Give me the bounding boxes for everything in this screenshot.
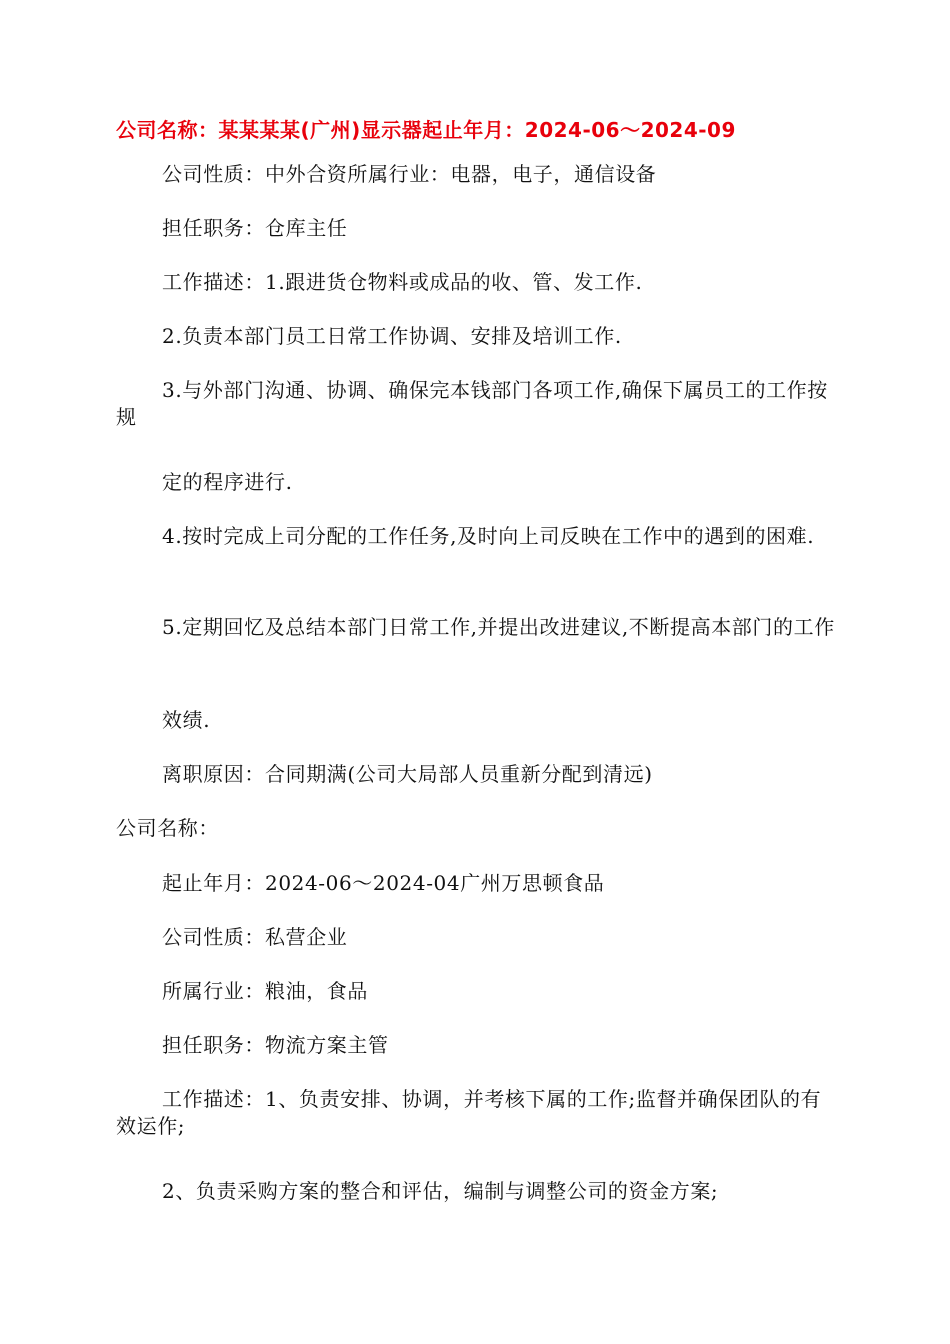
duty-3-paragraph: 3.与外部门沟通、协调、确保完本钱部门各项工作,确保下属员工的工作按规 (116, 378, 828, 429)
position-line: 担任职务：仓库主任 (162, 216, 348, 240)
duty-4-paragraph: 4.按时完成上司分配的工作任务,及时向上司反映在工作中的遇到的困难. (162, 524, 815, 548)
period-line: 起止年月：2024-06～2024-04广州万思顿食品 (162, 871, 605, 895)
duty-2-line: 2.负责本部门员工日常工作协调、安排及培训工作. (162, 324, 622, 348)
duty-desc-paragraph: 工作描述：1、负责安排、协调，并考核下属的工作;监督并确保团队的有效运作; (116, 1087, 822, 1138)
duty-3-continuation: 定的程序进行. (162, 470, 293, 494)
leave-reason-line: 离职原因：合同期满(公司大局部人员重新分配到清远) (162, 762, 653, 786)
duty-5-continuation: 效绩. (162, 708, 211, 732)
company-nature-line-2: 公司性质：私营企业 (162, 925, 348, 949)
duty-1-line: 工作描述：1.跟进货仓物料或成品的收、管、发工作. (162, 270, 643, 294)
position-line-2: 担任职务：物流方案主管 (162, 1033, 389, 1057)
company-name-line: 公司名称： (116, 816, 219, 840)
duty-2b-line: 2、负责采购方案的整合和评估，编制与调整公司的资金方案; (162, 1179, 719, 1203)
company-nature-line: 公司性质：中外合资所属行业：电器，电子，通信设备 (162, 162, 657, 186)
duty-5-paragraph: 5.定期回忆及总结本部门日常工作,并提出改进建议,不断提高本部门的工作 (162, 615, 835, 639)
industry-line: 所属行业：粮油，食品 (162, 979, 368, 1003)
company-heading: 公司名称：某某某某(广州)显示器起止年月：2024-06～2024-09 (116, 118, 736, 142)
